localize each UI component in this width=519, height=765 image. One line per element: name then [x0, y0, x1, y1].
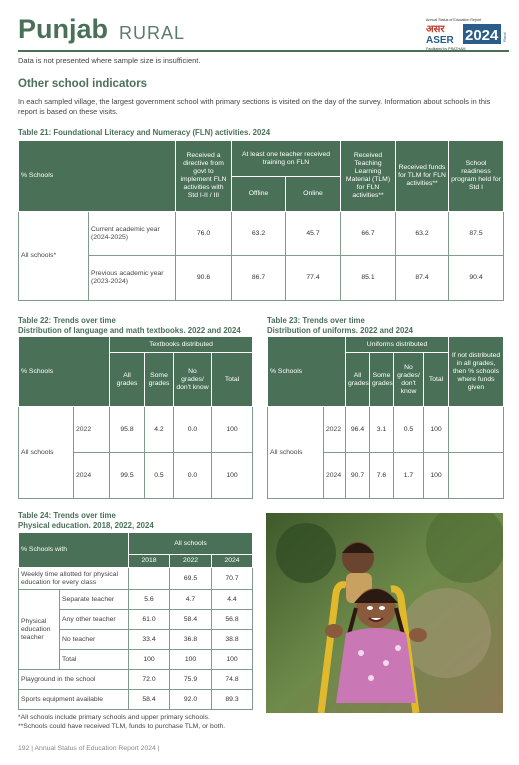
logo-hindi: असर: [426, 24, 445, 35]
logo-rural: Rural: [502, 32, 507, 42]
logo-aser: ASER: [426, 35, 454, 46]
table-cell: 0.0: [174, 407, 212, 453]
table24-caption-line1: Table 24: Trends over time: [18, 511, 116, 520]
table24-group-header: All schools: [129, 533, 253, 555]
footnotes: [18, 713, 225, 731]
table-cell: 70.7: [212, 568, 253, 590]
intro-paragraph: In each sampled village, the largest government school with primary sections is visited on the day of the survey. Information about schools in this report is based on these visits.: [18, 97, 491, 116]
table23-group-header: Uniforms distributed: [346, 337, 449, 353]
table23-col: Some grades: [370, 353, 394, 407]
table21-caption: Table 21: Foundational Literacy and Numeracy (FLN) activities. 2024: [18, 128, 271, 137]
table-cell: 77.4: [286, 256, 341, 301]
table22-col: Some grades: [145, 353, 174, 407]
table22-year: 2022: [74, 407, 110, 453]
table23-col: All grades: [346, 353, 370, 407]
table22-col: No grades/ don't know: [174, 353, 212, 407]
table-cell: 90.7: [346, 453, 370, 499]
table24-caption: [18, 511, 154, 530]
table-cell: 100: [170, 650, 212, 670]
table-cell: 99.5: [110, 453, 145, 499]
table23-col: No grades/ don't know: [394, 353, 424, 407]
table-cell: 92.0: [170, 690, 212, 710]
table-cell: 33.4: [129, 630, 170, 650]
table-cell: 7.6: [370, 453, 394, 499]
table-cell: 0.5: [145, 453, 174, 499]
table-cell: 63.2: [232, 212, 286, 256]
table-cell: 58.4: [170, 610, 212, 630]
state-title: Punjab: [18, 14, 109, 44]
table24-year: 2022: [170, 555, 212, 568]
footnote-2: **Schools could have received TLM, funds to purchase TLM, or both.: [18, 723, 226, 730]
table21-row-header: % Schools: [19, 141, 176, 212]
table21-col-readiness: School readiness program held for Std I: [449, 141, 504, 212]
logo-line2: Facilitated by PRATHAM: [426, 47, 466, 51]
table-cell: 5.6: [129, 590, 170, 610]
table-cell: 100: [424, 407, 449, 453]
table22: [18, 336, 253, 499]
table21-col-directive: Received a directive from govt to implement FLN activities with Std I-II / III: [176, 141, 232, 212]
table21-col-training: At least one teacher received training on FLN: [232, 141, 341, 177]
logo-year: 2024: [465, 27, 499, 44]
table-cell: 87.5: [449, 212, 504, 256]
table23-caption-line2: Distribution of uniforms. 2022 and 2024: [267, 325, 414, 335]
table-cell: 100: [212, 453, 253, 499]
table24: [18, 532, 253, 710]
table24-year: 2024: [212, 555, 253, 568]
table-cell: 4.4: [212, 590, 253, 610]
table-cell: 1.7: [394, 453, 424, 499]
table22-col: All grades: [110, 353, 145, 407]
table23-group-label: All schools: [268, 407, 324, 499]
table-cell: [129, 568, 170, 590]
table23-caption: [267, 316, 413, 335]
children-playground-photo: [266, 513, 503, 713]
table24-playground-label: Playground in the school: [19, 670, 129, 690]
table24-pe-teacher-label: Physical education teacher: [19, 590, 60, 670]
table21-row-label: Current academic year (2024-2025): [89, 212, 176, 256]
table24-row-header: % Schools with: [19, 533, 129, 568]
table23-extra-col: If not distributed in all grades, then % schools where funds given: [449, 337, 504, 407]
header-rule: [18, 50, 509, 52]
table-cell: 90.6: [176, 256, 232, 301]
table22-row-header: % Schools: [19, 337, 110, 407]
table23-year: 2024: [324, 453, 346, 499]
table-cell: 76.0: [176, 212, 232, 256]
table-cell: 58.4: [129, 690, 170, 710]
table-cell: 4.2: [145, 407, 174, 453]
table-cell: 89.3: [212, 690, 253, 710]
table-cell: 4.7: [170, 590, 212, 610]
table22-caption-line2: Distribution of language and math textbooks. 2022 and 2024: [18, 325, 241, 335]
table24-sports-label: Sports equipment available: [19, 690, 129, 710]
table24-pe-row-label: No teacher: [60, 630, 129, 650]
table22-group-header: Textbooks distributed: [110, 337, 253, 353]
table23-caption-line1: Table 23: Trends over time: [267, 316, 365, 325]
table21-row-label: Previous academic year (2023-2024): [89, 256, 176, 301]
table-cell: 0.5: [394, 407, 424, 453]
table21: [18, 140, 504, 301]
table-cell: 96.4: [346, 407, 370, 453]
table-cell: 90.4: [449, 256, 504, 301]
table-cell: 100: [212, 407, 253, 453]
logo-line1: Annual Status of Education Report: [426, 18, 482, 22]
table-cell: 61.0: [129, 610, 170, 630]
table-cell: 100: [212, 650, 253, 670]
page-header: [18, 14, 509, 54]
table23: [267, 336, 504, 499]
table-cell: 45.7: [286, 212, 341, 256]
table23-year: 2022: [324, 407, 346, 453]
table21-col-online: Online: [286, 177, 341, 212]
table-cell: 100: [129, 650, 170, 670]
table22-caption-line1: Table 22: Trends over time: [18, 316, 116, 325]
table24-pe-row-label: Any other teacher: [60, 610, 129, 630]
table21-group-label: All schools*: [19, 212, 89, 301]
table22-caption: [18, 316, 241, 335]
table24-weekly-label: Weekly time allotted for physical education for every class: [19, 568, 129, 590]
table-cell: 56.8: [212, 610, 253, 630]
table-cell: 75.9: [170, 670, 212, 690]
table22-year: 2024: [74, 453, 110, 499]
table23-col: Total: [424, 353, 449, 407]
table-cell: [449, 407, 504, 453]
table24-pe-row-label: Separate teacher: [60, 590, 129, 610]
page-footer: 192 | Annual Status of Education Report 2024 |: [18, 745, 160, 752]
table-cell: 95.8: [110, 407, 145, 453]
table23-row-header: % Schools: [268, 337, 346, 407]
table-cell: 36.8: [170, 630, 212, 650]
table-cell: 69.5: [170, 568, 212, 590]
table21-col-tlm: Received Teaching Learning Material (TLM) for FLN activities**: [341, 141, 396, 212]
table-cell: 86.7: [232, 256, 286, 301]
table22-group-label: All schools: [19, 407, 74, 499]
table21-col-offline: Offline: [232, 177, 286, 212]
table-cell: 66.7: [341, 212, 396, 256]
table22-col: Total: [212, 353, 253, 407]
state-subtitle: RURAL: [119, 23, 186, 43]
footnote-1: *All schools include primary schools and upper primary schools.: [18, 714, 210, 721]
table-cell: [449, 453, 504, 499]
aser-logo: [425, 16, 509, 52]
table-cell: 3.1: [370, 407, 394, 453]
table-cell: 85.1: [341, 256, 396, 301]
table-cell: 100: [424, 453, 449, 499]
table-cell: 38.8: [212, 630, 253, 650]
section-title: Other school indicators: [18, 78, 148, 90]
table-cell: 63.2: [396, 212, 449, 256]
table24-pe-row-label: Total: [60, 650, 129, 670]
table-cell: 72.0: [129, 670, 170, 690]
table-cell: 74.8: [212, 670, 253, 690]
table-cell: 87.4: [396, 256, 449, 301]
table24-year: 2018: [129, 555, 170, 568]
table21-col-funds: Received funds for TLM for FLN activities**: [396, 141, 449, 212]
table24-caption-line2: Physical education. 2018, 2022, 2024: [18, 520, 154, 530]
table-cell: 0.0: [174, 453, 212, 499]
sample-size-note: Data is not presented where sample size is insufficient.: [18, 56, 201, 65]
